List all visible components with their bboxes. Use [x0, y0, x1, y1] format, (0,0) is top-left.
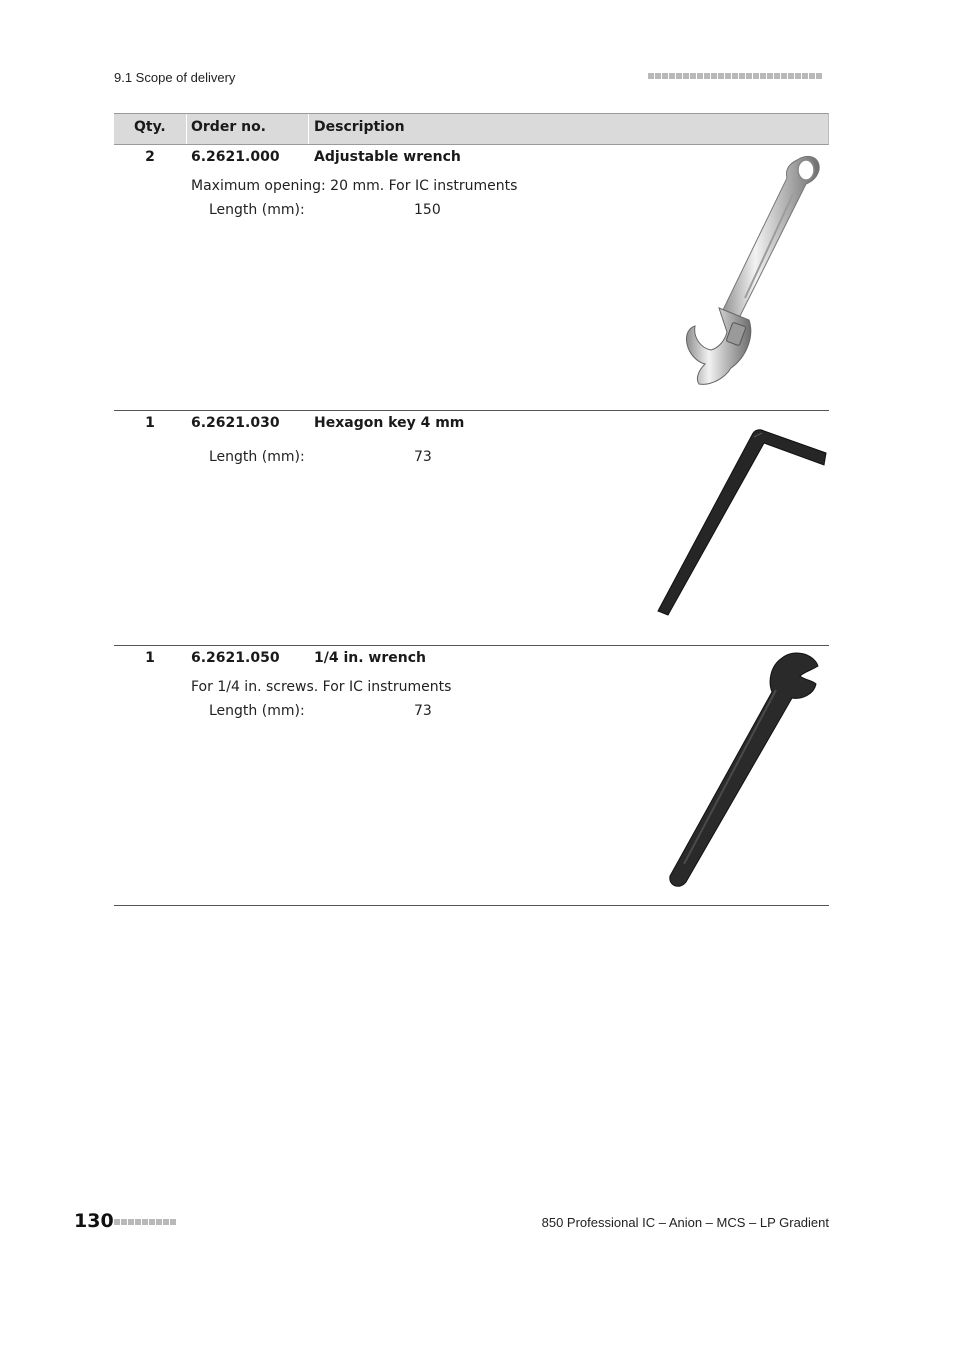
row-length-value: 73	[414, 703, 432, 719]
column-header-order-no: Order no.	[191, 119, 267, 135]
open-end-wrench-icon	[664, 650, 829, 890]
row-length-label: Length (mm):	[209, 202, 305, 218]
table-row	[114, 646, 829, 906]
running-header-section: 9.1 Scope of delivery	[114, 70, 236, 85]
adjustable-wrench-icon	[659, 148, 829, 396]
scope-of-delivery-table	[114, 113, 829, 906]
page-number: 130	[74, 1210, 114, 1232]
row-length-label: Length (mm):	[209, 703, 305, 719]
footer-dot-decoration	[114, 1219, 176, 1225]
row-qty: 2	[145, 149, 155, 165]
row-qty: 1	[145, 415, 155, 431]
hexagon-key-icon	[654, 425, 829, 620]
row-length-value: 150	[414, 202, 441, 218]
row-length-label: Length (mm):	[209, 449, 305, 465]
row-item-name: 1/4 in. wrench	[314, 650, 426, 666]
column-header-qty: Qty.	[134, 119, 166, 135]
row-qty: 1	[145, 650, 155, 666]
table-row	[114, 145, 829, 411]
row-order-no: 6.2621.000	[191, 149, 280, 165]
row-order-no: 6.2621.050	[191, 650, 280, 666]
row-item-name: Adjustable wrench	[314, 149, 461, 165]
row-order-no: 6.2621.030	[191, 415, 280, 431]
row-description: For 1/4 in. screws. For IC instruments	[191, 679, 452, 695]
row-description: Maximum opening: 20 mm. For IC instruments	[191, 178, 518, 194]
column-header-description: Description	[314, 119, 405, 135]
table-row	[114, 411, 829, 646]
row-item-name: Hexagon key 4 mm	[314, 415, 465, 431]
table-header	[114, 113, 829, 145]
header-dot-decoration	[648, 73, 822, 79]
document-title: 850 Professional IC – Anion – MCS – LP Gradient	[541, 1215, 829, 1230]
row-length-value: 73	[414, 449, 432, 465]
